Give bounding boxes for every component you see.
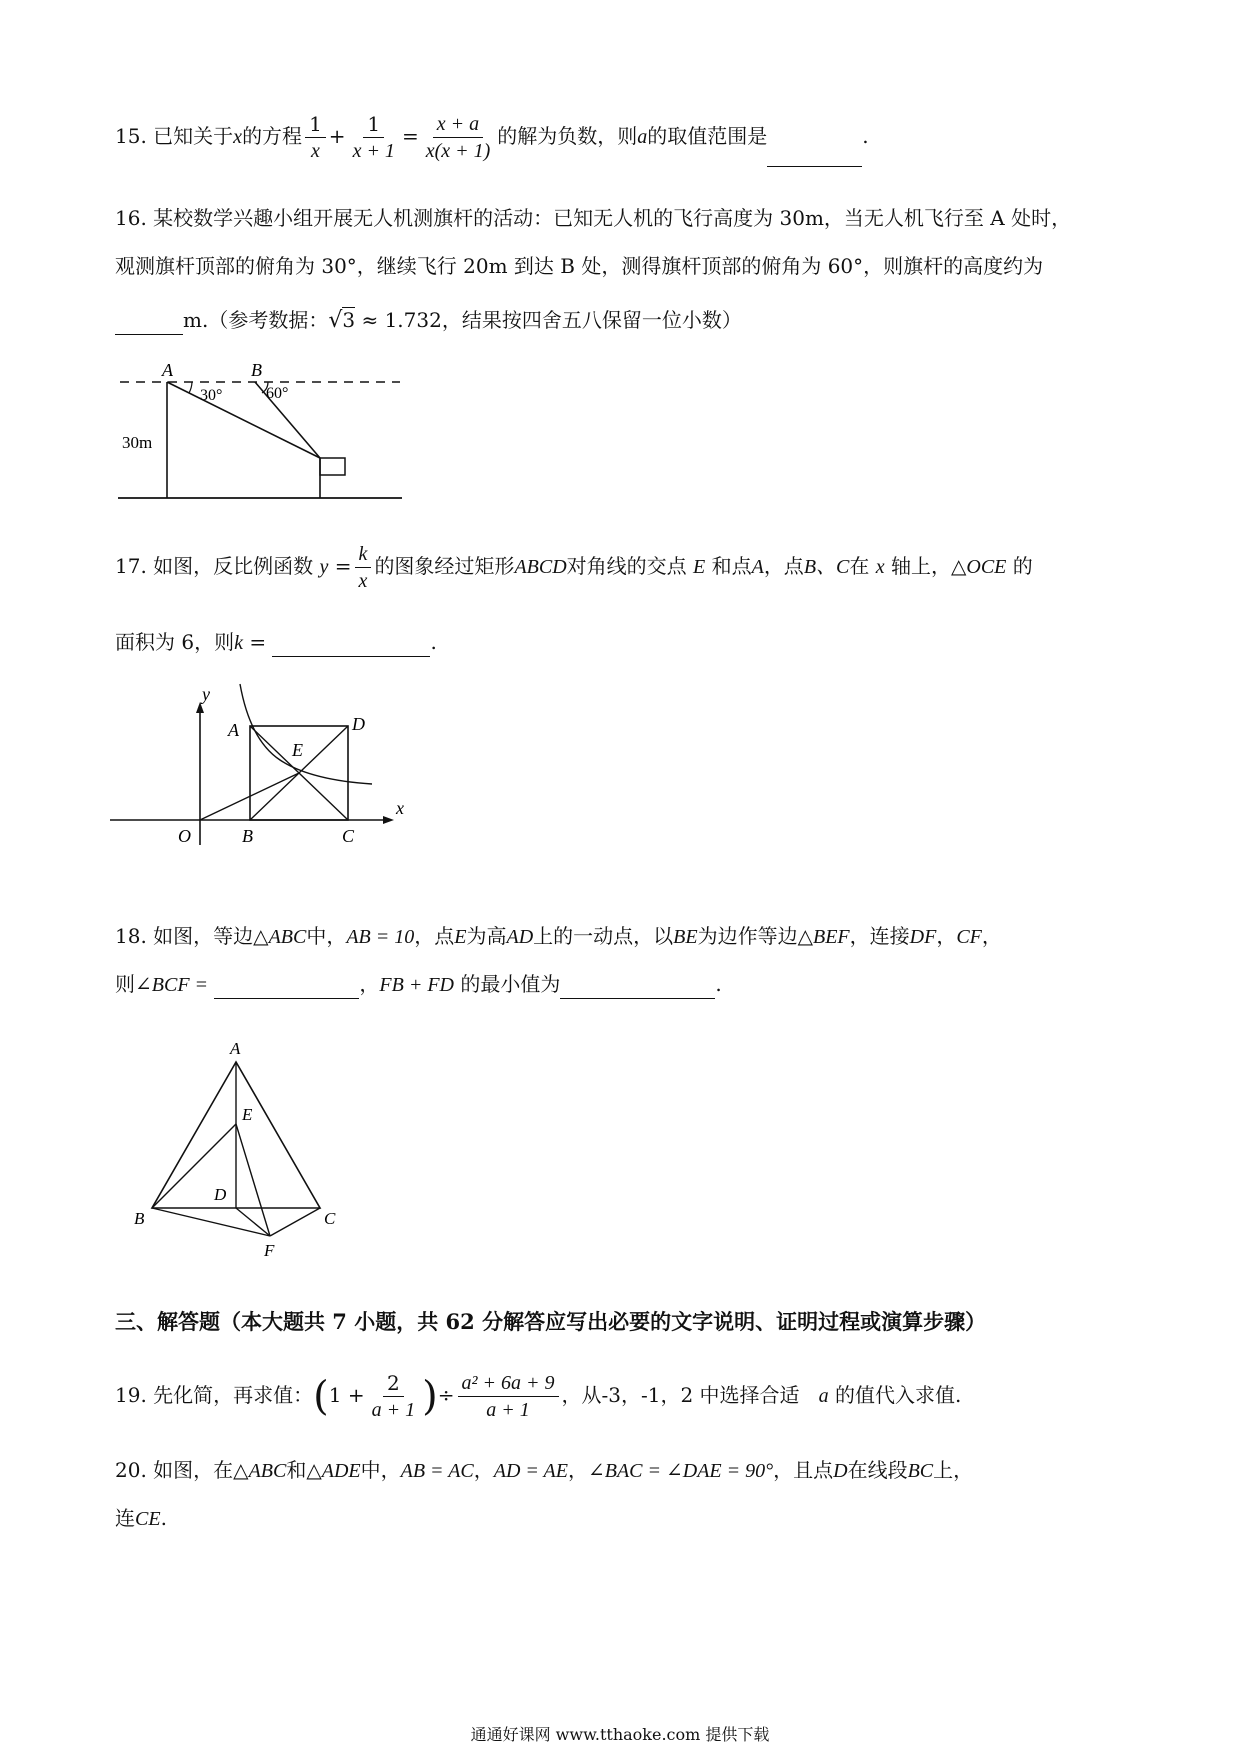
q16-figure [110,360,420,510]
fraction-x-plus-a: $\frac{x + a}{x(x + 1)}$ [425,113,491,162]
segment-cf [270,1208,320,1236]
q17-line-2: 面积为 6，则k = . [115,628,437,657]
label-c: C [342,826,355,846]
label-d: D [214,1185,227,1204]
label-b: B [134,1209,145,1228]
answer-blank [767,146,862,167]
angle-arc-30 [189,382,192,393]
triangle-symbol: △ [233,1458,249,1482]
label-30m: 30m [122,433,153,452]
label-60: 60° [266,385,289,402]
sight-line-a [167,382,320,458]
q18-line-1: 18. 如图，等边△ABC中，AB = 10，点E为高AD上的一动点，以BE为边作等边△BEF，连接DF，CF， [115,924,1002,948]
segment-ef [236,1124,270,1236]
label-e: E [242,1105,253,1124]
label-c: C [324,1209,336,1228]
fraction-1-over-x-plus-1: $\frac{1}{x + 1}$ [352,112,395,162]
q19-line: 19. 先化简，再求值：(1 + $\frac{2}{a + 1}$ )÷ $\frac{\text{a² + 6a + 9}}{a + 1}$ ，从-3，-1，2 中选择合适 a 的值代入求值. [115,1371,962,1421]
triangle-symbol: △ [306,1458,322,1482]
q17-line-1: 17. 如图，反比例函数 y = $\frac{k}{x}$ 的图象经过矩形ABCD对角线的交点 E 和点A，点B、C在 x 轴上，△OCE 的 [115,543,1033,592]
label-y: y [202,684,210,704]
q18-line-2: 则∠BCF = ，FB + FD 的最小值为 . [115,970,722,999]
q18-figure [130,1040,380,1270]
fraction-k-over-x: $\frac{k}{x}$ [355,541,372,594]
answer-blank [272,636,430,657]
fraction-2-over-a-plus-1: $\frac{2}{a + 1}$ [371,1371,416,1421]
q16-line-2: 观测旗杆顶部的俯角为 30°，继续飞行 20m 到达 B 处，测得旗杆顶部的俯角为 60°，则旗杆的高度约为 [115,254,1044,278]
q16-line-3: m.（参考数据：√3 ≈ 1.732，结果按四舍五八保留一位小数） [115,306,742,335]
q15-line: 15. 已知关于x的方程 $\frac{1}{x}$ + $\frac{1}{x + 1}$ = $\frac{x + a}{x(x + 1)}$ 的解为负数，则a的取值范围是 . [115,106,869,167]
answer-blank [560,978,715,999]
triangle-symbol: △ [253,924,269,948]
q17-figure [110,680,410,850]
label-f: F [264,1241,275,1260]
triangle-symbol: △ [797,924,813,948]
label-a: A [230,1039,241,1058]
fraction-1-over-x: $\frac{1}{x}$ [305,111,326,164]
q20-line-2: 连CE. [115,1506,167,1530]
label-a: A [228,720,239,740]
label-b: B [251,360,262,380]
x-axis-arrow [383,816,394,824]
answer-blank [115,314,183,335]
sqrt-symbol: √ [328,308,343,333]
label-b: B [242,826,253,846]
left-paren: ( [313,1373,329,1420]
fraction-a-squared: $\frac{\text{a² + 6a + 9}}{a + 1}$ [458,1370,559,1423]
right-paren: ) [422,1373,438,1420]
hyperbola-curve [240,684,372,784]
label-x: x [396,798,404,818]
flag [320,458,345,475]
section-heading: 三、解答题（本大题共 7 小题，共 62 分解答应写出必要的文字说明、证明过程或演算步骤） [115,1309,987,1334]
q20-line-1: 20. 如图，在△ABC和△ADE中，AB = AC，AD = AE，∠BAC = ∠DAE = 90°，且点D在线段BC上， [115,1458,974,1482]
footer-watermark: 通通好课网 www.tthaoke.com 提供下载 [470,1725,770,1744]
label-o: O [178,826,191,846]
label-d: D [352,714,365,734]
label-e: E [292,740,303,760]
answer-blank [214,978,359,999]
label-a: A [162,360,173,380]
q16-line-1: 16. 某校数学兴趣小组开展无人机测旗杆的活动：已知无人机的飞行高度为 30m，当无人机飞行至 A 处时， [115,206,1072,230]
label-30: 30° [200,387,223,404]
